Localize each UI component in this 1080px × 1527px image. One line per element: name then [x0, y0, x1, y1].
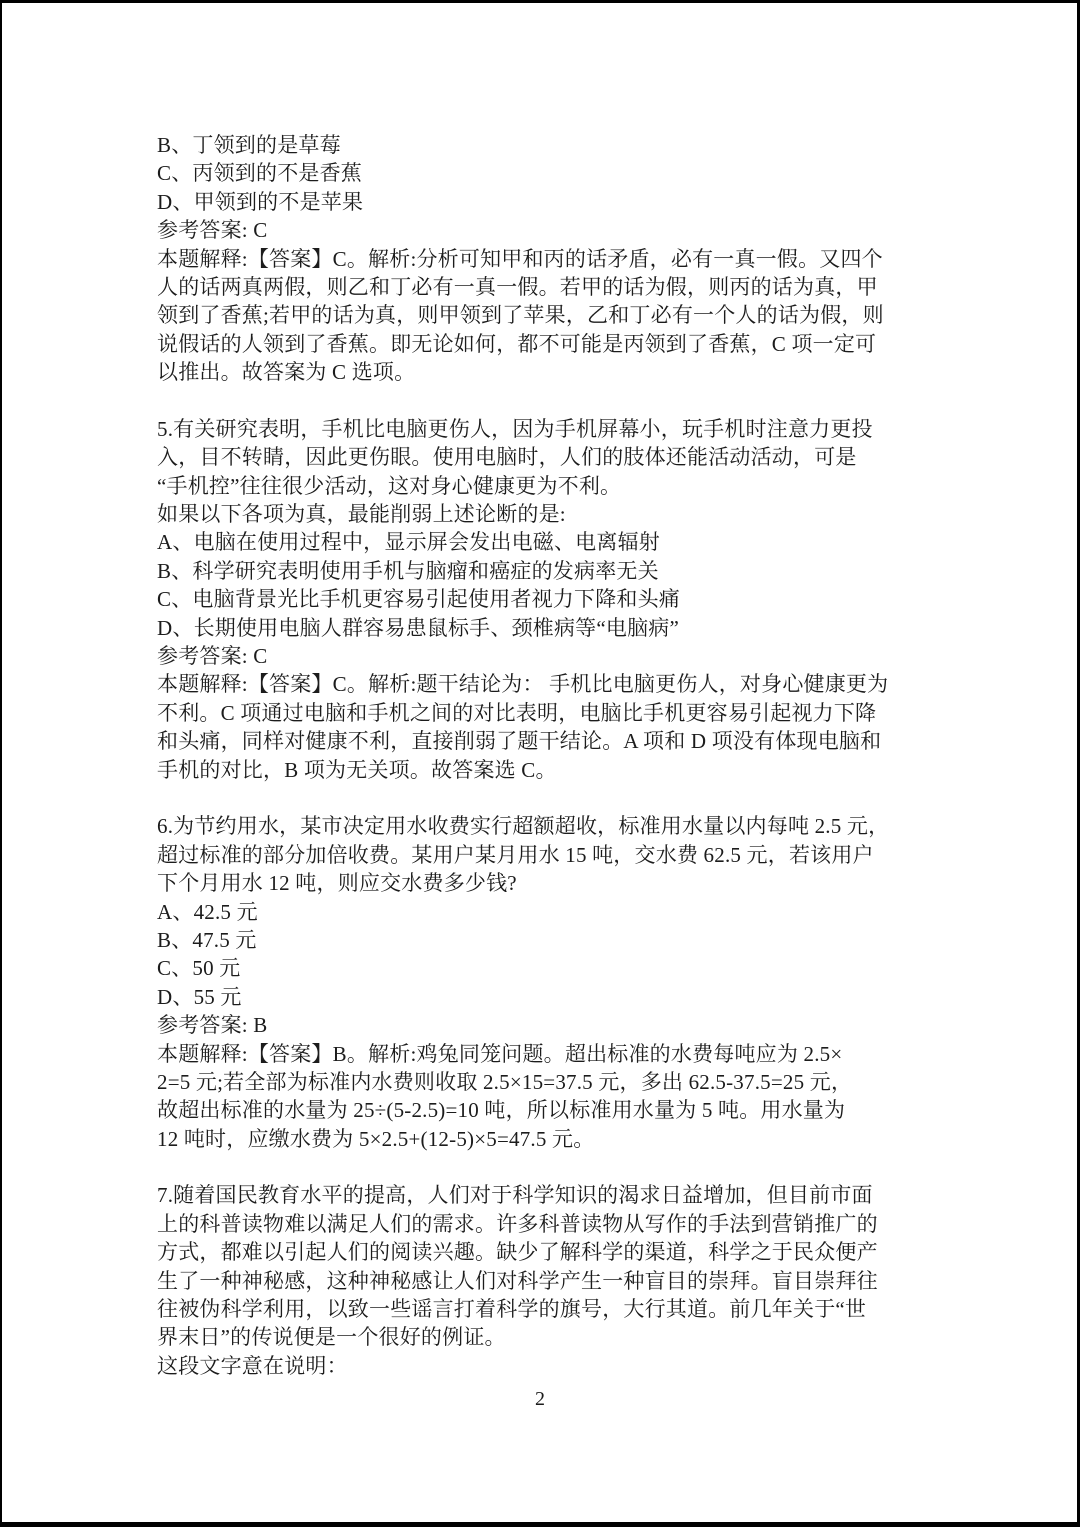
text-line: 本题解释:【答案】C。解析:分析可知甲和丙的话矛盾，必有一真一假。又四个 — [157, 246, 883, 271]
text-line: 5.有关研究表明，手机比电脑更伤人，因为手机屏幕小，玩手机时注意力更投 — [157, 416, 873, 441]
text-line: 这段文字意在说明： — [157, 1353, 348, 1378]
text-line: 12 吨时，应缴水费为 5×2.5+(12-5)×5=47.5 元。 — [157, 1126, 595, 1151]
text-line: 下个月用水 12 吨，则应交水费多少钱? — [157, 871, 517, 896]
text-line: 上的科普读物难以满足人们的需求。许多科普读物从写作的手法到营销推广的 — [157, 1211, 878, 1236]
text-line: A、电脑在使用过程中，显示屏会发出电磁、电离辐射 — [157, 530, 660, 555]
text-line: “手机控”往往很少活动，这对身心健康更为不利。 — [157, 473, 622, 498]
text-line: 生了一种神秘感，这种神秘感让人们对科学产生一种盲目的崇拜。盲目崇拜往 — [157, 1268, 878, 1293]
text-line: 参考答案: C — [157, 218, 268, 243]
text-line: 以推出。故答案为 C 选项。 — [157, 360, 416, 385]
text-line: 本题解释:【答案】C。解析:题干结论为： 手机比电脑更伤人，对身心健康更为 — [157, 672, 889, 697]
text-line: C、50 元 — [157, 956, 241, 981]
text-line: B、科学研究表明使用手机与脑瘤和癌症的发病率无关 — [157, 558, 659, 583]
page-number: 2 — [535, 1388, 545, 1410]
text-line: 参考答案: B — [157, 1013, 268, 1038]
text-line: 领到了香蕉;若甲的话为真，则甲领到了苹果，乙和丁必有一个人的话为假，则 — [157, 303, 884, 328]
text-line: B、47.5 元 — [157, 927, 257, 952]
text-line: A、42.5 元 — [157, 899, 258, 924]
text-line: 如果以下各项为真，最能削弱上述论断的是: — [157, 502, 566, 527]
text-line: D、甲领到的不是苹果 — [157, 189, 364, 214]
text-line: 界末日”的传说便是一个很好的例证。 — [157, 1325, 506, 1350]
question-6 — [157, 812, 947, 1153]
text-line: 往被伪科学利用，以致一些谣言打着科学的旗号，大行其道。前几年关于“世 — [157, 1297, 867, 1322]
text-line: 2=5 元;若全部为标准内水费则收取 2.5×15=37.5 元，多出 62.5-37.5=25 元， — [157, 1069, 853, 1094]
question-7 — [157, 1181, 947, 1380]
text-line: 和头痛，同样对健康不利，直接削弱了题干结论。A 项和 D 项没有体现电脑和 — [157, 729, 882, 754]
text-line: 入，目不转睛，因此更伤眼。使用电脑时，人们的肢体还能活动活动，可是 — [157, 445, 857, 470]
text-line: 人的话两真两假，则乙和丁必有一真一假。若甲的话为假，则丙的话为真，甲 — [157, 274, 878, 299]
text-line: B、丁领到的是草莓 — [157, 133, 341, 157]
text-line: 故超出标准的水量为 25÷(5-2.5)=10 吨，所以标准用水量为 5 吨。用水量为 — [157, 1098, 846, 1123]
text-line: D、长期使用电脑人群容易患鼠标手、颈椎病等“电脑病” — [157, 615, 680, 640]
text-line: 7.随着国民教育水平的提高，人们对于科学知识的渴求日益增加，但目前市面 — [157, 1183, 873, 1208]
text-line: C、丙领到的不是香蕉 — [157, 161, 363, 186]
text-line: 6.为节约用水，某市决定用水收费实行超额超收，标准用水量以内每吨 2.5 元， — [157, 814, 890, 839]
question-5 — [157, 415, 947, 784]
text-line: 超过标准的部分加倍收费。某用户某月用水 15 吨，交水费 62.5 元，若该用户 — [157, 842, 874, 867]
text-line: D、55 元 — [157, 984, 242, 1009]
question-4-tail — [157, 131, 947, 387]
text-line: 手机的对比，B 项为无关项。故答案选 C。 — [157, 757, 557, 782]
text-line: 本题解释:【答案】B。解析:鸡兔同笼问题。超出标准的水费每吨应为 2.5× — [157, 1041, 843, 1066]
text-line: 参考答案: C — [157, 644, 268, 669]
document-text — [157, 131, 947, 1380]
text-line: 说假话的人领到了香蕉。即无论如何，都不可能是丙领到了香蕉，C 项一定可 — [157, 331, 877, 356]
text-line: 方式，都难以引起人们的阅读兴趣。缺少了解科学的渠道，科学之于民众便产 — [157, 1240, 878, 1265]
text-line: C、电脑背景光比手机更容易引起使用者视力下降和头痛 — [157, 587, 681, 612]
text-line: 不利。C 项通过电脑和手机之间的对比表明，电脑比手机更容易引起视力下降 — [157, 700, 877, 725]
